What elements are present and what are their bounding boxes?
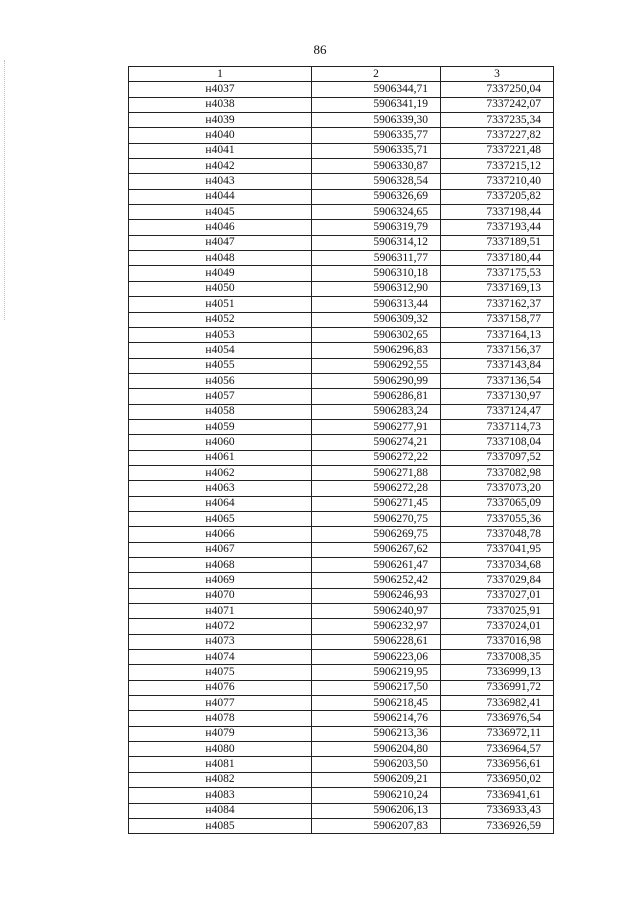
point-id-cell: н4084 [129,803,312,818]
table-row [129,680,554,695]
point-id-cell: н4051 [129,297,312,312]
point-id-cell: н4056 [129,373,312,388]
point-id-cell: н4042 [129,159,312,174]
y-coordinate-cell: 7336950,02 [441,772,554,787]
y-coordinate-cell: 7337108,04 [441,435,554,450]
table-row [129,174,554,189]
x-coordinate-cell: 5906207,83 [312,818,441,833]
y-coordinate-cell: 7337169,13 [441,281,554,296]
x-coordinate-cell: 5906210,24 [312,788,441,803]
table-row [129,481,554,496]
point-id-cell: н4057 [129,389,312,404]
x-coordinate-cell: 5906312,90 [312,281,441,296]
y-coordinate-cell: 7337175,53 [441,266,554,281]
point-id-cell: н4069 [129,573,312,588]
point-id-cell: н4067 [129,542,312,557]
point-id-cell: н4071 [129,604,312,619]
y-coordinate-cell: 7337158,77 [441,312,554,327]
x-coordinate-cell: 5906206,13 [312,803,441,818]
table-body [129,82,554,834]
y-coordinate-cell: 7337180,44 [441,251,554,266]
x-coordinate-cell: 5906214,76 [312,711,441,726]
x-coordinate-cell: 5906302,65 [312,327,441,342]
table-row [129,573,554,588]
y-coordinate-cell: 7337016,98 [441,634,554,649]
y-coordinate-cell: 7336964,57 [441,742,554,757]
y-coordinate-cell: 7337235,34 [441,113,554,128]
y-coordinate-cell: 7337227,82 [441,128,554,143]
point-id-cell: н4066 [129,527,312,542]
column-header-x: 2 [312,67,441,82]
y-coordinate-cell: 7337065,09 [441,496,554,511]
y-coordinate-cell: 7336956,61 [441,757,554,772]
point-id-cell: н4052 [129,312,312,327]
table-row [129,711,554,726]
y-coordinate-cell: 7337008,35 [441,650,554,665]
x-coordinate-cell: 5906246,93 [312,588,441,603]
x-coordinate-cell: 5906341,19 [312,97,441,112]
table-row [129,619,554,634]
table-row [129,343,554,358]
y-coordinate-cell: 7337041,95 [441,542,554,557]
point-id-cell: н4072 [129,619,312,634]
y-coordinate-cell: 7337130,97 [441,389,554,404]
y-coordinate-cell: 7337198,44 [441,205,554,220]
y-coordinate-cell: 7337156,37 [441,343,554,358]
point-id-cell: н4054 [129,343,312,358]
x-coordinate-cell: 5906277,91 [312,419,441,434]
table-row [129,726,554,741]
table-row [129,266,554,281]
x-coordinate-cell: 5906314,12 [312,235,441,250]
table-row [129,113,554,128]
x-coordinate-cell: 5906330,87 [312,159,441,174]
x-coordinate-cell: 5906274,21 [312,435,441,450]
x-coordinate-cell: 5906252,42 [312,573,441,588]
table-row [129,358,554,373]
x-coordinate-cell: 5906311,77 [312,251,441,266]
point-id-cell: н4048 [129,251,312,266]
coordinates-table [128,66,554,834]
y-coordinate-cell: 7337048,78 [441,527,554,542]
y-coordinate-cell: 7336991,72 [441,680,554,695]
table-row [129,82,554,97]
point-id-cell: н4043 [129,174,312,189]
header-row [129,67,554,82]
point-id-cell: н4045 [129,205,312,220]
x-coordinate-cell: 5906309,32 [312,312,441,327]
table-row [129,496,554,511]
point-id-cell: н4077 [129,696,312,711]
point-id-cell: н4059 [129,419,312,434]
point-id-cell: н4082 [129,772,312,787]
table-row [129,696,554,711]
y-coordinate-cell: 7337215,12 [441,159,554,174]
table-row [129,650,554,665]
x-coordinate-cell: 5906272,28 [312,481,441,496]
y-coordinate-cell: 7336982,41 [441,696,554,711]
y-coordinate-cell: 7336933,43 [441,803,554,818]
y-coordinate-cell: 7336999,13 [441,665,554,680]
x-coordinate-cell: 5906335,71 [312,143,441,158]
point-id-cell: н4062 [129,465,312,480]
x-coordinate-cell: 5906232,97 [312,619,441,634]
point-id-cell: н4047 [129,235,312,250]
table-row [129,373,554,388]
table-row [129,97,554,112]
point-id-cell: н4085 [129,818,312,833]
y-coordinate-cell: 7337114,73 [441,419,554,434]
point-id-cell: н4065 [129,511,312,526]
y-coordinate-cell: 7336941,61 [441,788,554,803]
y-coordinate-cell: 7337189,51 [441,235,554,250]
x-coordinate-cell: 5906310,18 [312,266,441,281]
y-coordinate-cell: 7337164,13 [441,327,554,342]
point-id-cell: н4041 [129,143,312,158]
point-id-cell: н4083 [129,788,312,803]
point-id-cell: н4080 [129,742,312,757]
scan-margin-mark [4,60,6,320]
y-coordinate-cell: 7336976,54 [441,711,554,726]
table-row [129,220,554,235]
y-coordinate-cell: 7337025,91 [441,604,554,619]
y-coordinate-cell: 7336972,11 [441,726,554,741]
y-coordinate-cell: 7337097,52 [441,450,554,465]
table-header [129,67,554,82]
x-coordinate-cell: 5906213,36 [312,726,441,741]
y-coordinate-cell: 7337029,84 [441,573,554,588]
x-coordinate-cell: 5906339,30 [312,113,441,128]
x-coordinate-cell: 5906240,97 [312,604,441,619]
table-row [129,297,554,312]
point-id-cell: н4055 [129,358,312,373]
table-row [129,450,554,465]
table-row [129,312,554,327]
table-row [129,542,554,557]
point-id-cell: н4050 [129,281,312,296]
point-id-cell: н4079 [129,726,312,741]
x-coordinate-cell: 5906218,45 [312,696,441,711]
table-row [129,205,554,220]
point-id-cell: н4038 [129,97,312,112]
point-id-cell: н4058 [129,404,312,419]
x-coordinate-cell: 5906296,83 [312,343,441,358]
y-coordinate-cell: 7337124,47 [441,404,554,419]
table-row [129,818,554,833]
x-coordinate-cell: 5906313,44 [312,297,441,312]
point-id-cell: н4049 [129,266,312,281]
table-row [129,665,554,680]
point-id-cell: н4053 [129,327,312,342]
page-number: 86 [313,42,327,57]
x-coordinate-cell: 5906290,99 [312,373,441,388]
y-coordinate-cell: 7337210,40 [441,174,554,189]
x-coordinate-cell: 5906286,81 [312,389,441,404]
column-header-y: 3 [441,67,554,82]
table-row [129,511,554,526]
table-row [129,419,554,434]
point-id-cell: н4070 [129,588,312,603]
y-coordinate-cell: 7337082,98 [441,465,554,480]
point-id-cell: н4044 [129,189,312,204]
x-coordinate-cell: 5906328,54 [312,174,441,189]
x-coordinate-cell: 5906267,62 [312,542,441,557]
table-row [129,389,554,404]
y-coordinate-cell: 7337242,07 [441,97,554,112]
column-header-point: 1 [129,67,312,82]
table-row [129,588,554,603]
table-row [129,604,554,619]
table-row [129,143,554,158]
table-row [129,404,554,419]
x-coordinate-cell: 5906319,79 [312,220,441,235]
y-coordinate-cell: 7337250,04 [441,82,554,97]
table-row [129,251,554,266]
table-row [129,435,554,450]
x-coordinate-cell: 5906269,75 [312,527,441,542]
x-coordinate-cell: 5906283,24 [312,404,441,419]
y-coordinate-cell: 7337024,01 [441,619,554,634]
y-coordinate-cell: 7337143,84 [441,358,554,373]
x-coordinate-cell: 5906326,69 [312,189,441,204]
x-coordinate-cell: 5906204,80 [312,742,441,757]
point-id-cell: н4037 [129,82,312,97]
table-row [129,128,554,143]
table-row [129,189,554,204]
x-coordinate-cell: 5906335,77 [312,128,441,143]
x-coordinate-cell: 5906219,95 [312,665,441,680]
x-coordinate-cell: 5906209,21 [312,772,441,787]
y-coordinate-cell: 7337205,82 [441,189,554,204]
table-row [129,634,554,649]
table-row [129,327,554,342]
x-coordinate-cell: 5906203,50 [312,757,441,772]
point-id-cell: н4039 [129,113,312,128]
table-row [129,465,554,480]
point-id-cell: н4046 [129,220,312,235]
point-id-cell: н4075 [129,665,312,680]
point-id-cell: н4064 [129,496,312,511]
table-row [129,803,554,818]
x-coordinate-cell: 5906271,88 [312,465,441,480]
y-coordinate-cell: 7337027,01 [441,588,554,603]
y-coordinate-cell: 7336926,59 [441,818,554,833]
point-id-cell: н4074 [129,650,312,665]
y-coordinate-cell: 7337162,37 [441,297,554,312]
table-row [129,235,554,250]
x-coordinate-cell: 5906271,45 [312,496,441,511]
table-row [129,742,554,757]
y-coordinate-cell: 7337136,54 [441,373,554,388]
x-coordinate-cell: 5906344,71 [312,82,441,97]
x-coordinate-cell: 5906228,61 [312,634,441,649]
x-coordinate-cell: 5906223,06 [312,650,441,665]
y-coordinate-cell: 7337073,20 [441,481,554,496]
x-coordinate-cell: 5906270,75 [312,511,441,526]
x-coordinate-cell: 5906324,65 [312,205,441,220]
point-id-cell: н4073 [129,634,312,649]
x-coordinate-cell: 5906292,55 [312,358,441,373]
x-coordinate-cell: 5906272,22 [312,450,441,465]
point-id-cell: н4060 [129,435,312,450]
point-id-cell: н4076 [129,680,312,695]
table-row [129,558,554,573]
y-coordinate-cell: 7337221,48 [441,143,554,158]
y-coordinate-cell: 7337055,36 [441,511,554,526]
y-coordinate-cell: 7337034,68 [441,558,554,573]
x-coordinate-cell: 5906217,50 [312,680,441,695]
table-row [129,527,554,542]
table-row [129,281,554,296]
x-coordinate-cell: 5906261,47 [312,558,441,573]
table-row [129,757,554,772]
y-coordinate-cell: 7337193,44 [441,220,554,235]
point-id-cell: н4040 [129,128,312,143]
table-row [129,159,554,174]
point-id-cell: н4061 [129,450,312,465]
point-id-cell: н4068 [129,558,312,573]
table-row [129,772,554,787]
point-id-cell: н4081 [129,757,312,772]
point-id-cell: н4078 [129,711,312,726]
point-id-cell: н4063 [129,481,312,496]
table-row [129,788,554,803]
